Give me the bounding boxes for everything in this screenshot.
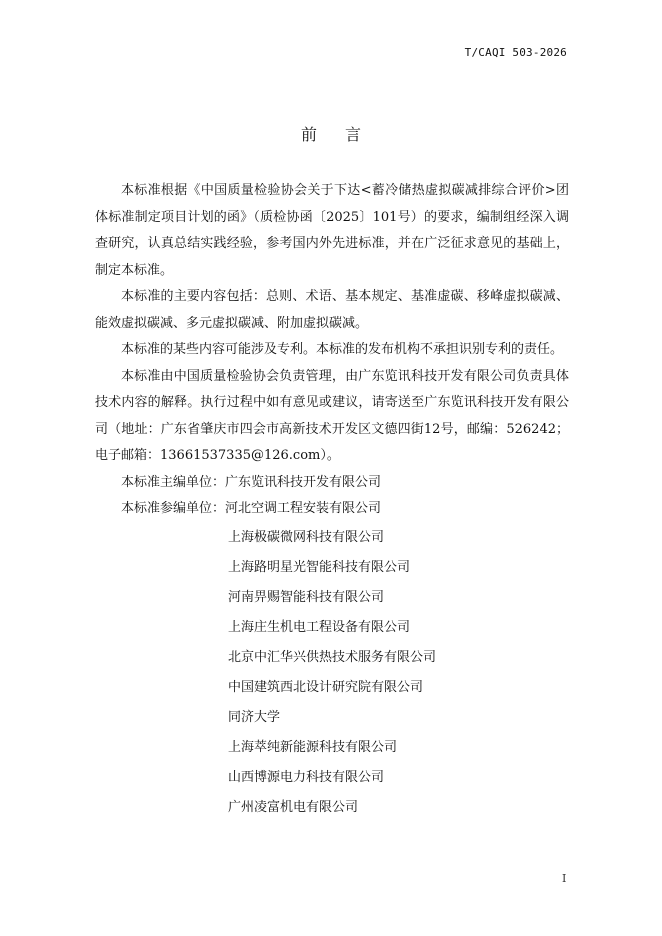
participating-org: 北京中汇华兴供热技术服务有限公司	[228, 649, 437, 665]
preface-body	[95, 178, 569, 823]
participating-org: 广州凌富机电有限公司	[228, 799, 359, 815]
participating-org: 上海极碳微网科技有限公司	[228, 529, 385, 545]
chief-editor-unit: 本标准主编单位：广东览讯科技开发有限公司	[121, 474, 382, 490]
paragraph-main-content: 本标准的主要内容包括：总则、术语、基本规定、基准虚碳、移峰虚拟碳减、能效虚拟碳减、多元虚拟碳减、附加虚拟碳减。	[95, 289, 569, 331]
participating-org: 河南畀赐智能科技有限公司	[228, 589, 385, 605]
standard-code: T/CAQI 503-2026	[464, 46, 567, 59]
participating-org: 山西博源电力科技有限公司	[228, 769, 385, 785]
paragraph-basis: 本标准根据《中国质量检验协会关于下达<蓄冷储热虚拟碳减排综合评价>团体标准制定项目计划的函》（质检协函〔2025〕101号）的要求，编制组经深入调查研究，认真总结实践经验，参考国内外先进标准，并在广泛征求意见的基础上，制定本标准。	[95, 183, 569, 278]
participating-org-list	[95, 523, 569, 823]
participating-org: 同济大学	[228, 709, 281, 725]
participating-org: 上海路明星光智能科技有限公司	[228, 559, 411, 575]
page-number: I	[562, 872, 567, 885]
page-title: 前言	[300, 125, 389, 144]
participating-org: 上海萃纯新能源科技有限公司	[228, 739, 398, 755]
participating-org: 上海庄生机电工程设备有限公司	[228, 619, 411, 635]
participating-unit-first: 本标准参编单位：河北空调工程安装有限公司	[121, 501, 382, 516]
paragraph-patent-notice: 本标准的某些内容可能涉及专利。本标准的发布机构不承担识别专利的责任。	[121, 342, 564, 357]
participating-org: 中国建筑西北设计研究院有限公司	[228, 679, 424, 695]
paragraph-management: 本标准由中国质量检验协会负责管理，由广东览讯科技开发有限公司负责具体技术内容的解释。执行过程中如有意见或建议，请寄送至广东览讯科技开发有限公司（地址：广东省肇庆市四会市高新技术开发区文德四街12号，邮编：526242；电子邮箱：13661537335@126.com）。	[95, 368, 569, 463]
